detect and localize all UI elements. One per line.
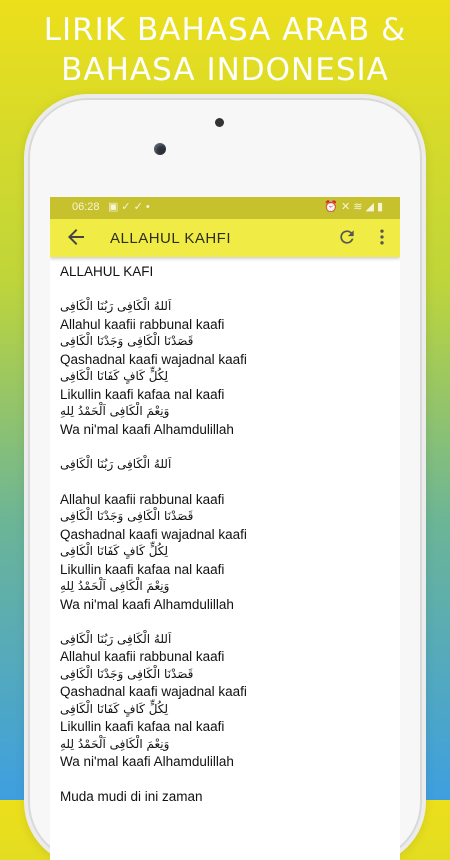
signal-icon: ◢ — [365, 201, 377, 213]
promo-title-line2: BAHASA INDONESIA — [61, 52, 389, 88]
arabic-lyric-line: اَللهُ الْكَافِى رَبُنَا الْكَافِى — [60, 456, 172, 471]
blank-line — [60, 473, 395, 491]
latin-lyric-line: Muda mudi di ini zaman — [60, 789, 203, 804]
dots-icon: • — [145, 201, 153, 213]
latin-lyric-line: Qashadnal kaafi wajadnal kaafi — [60, 526, 247, 542]
latin-lyric-line: Wa ni'mal kaafi Alhamdulillah — [60, 421, 234, 437]
phone-speaker — [215, 118, 224, 127]
latin-lyric-line: Qashadnal kaafi wajadnal kaafi — [60, 684, 247, 699]
status-bar — [50, 197, 400, 219]
arrow-left-icon[interactable] — [64, 225, 88, 249]
latin-lyric-line: Likullin kaafi kafaa nal kaafi — [60, 386, 225, 402]
status-system-icons — [324, 200, 386, 213]
arabic-lyric-line: قَصَدْنَا الْكَافِى وَجَدْنَا الْكَافِى — [60, 509, 194, 523]
arabic-lyric-line: قَصَدْنَا الْكَافِى وَجَدْنَا الْكَافِى — [60, 334, 194, 348]
check-icon: ✓ — [133, 201, 146, 213]
arabic-lyric-line: لِكُلٍّ كَافٍ كَفَانَا الْكَافِى — [60, 544, 169, 558]
arabic-lyric-line: لِكُلٍّ كَافٍ كَفَانَا الْكَافِى — [60, 369, 169, 383]
promo-title-line1: LIRIK BAHASA ARAB & — [43, 12, 407, 48]
wifi-icon: ≋ — [353, 201, 366, 213]
latin-lyric-line: Likullin kaafi kafaa nal kaafi — [60, 719, 225, 734]
refresh-icon[interactable] — [337, 227, 357, 247]
app-screen — [50, 197, 400, 860]
phone-frame — [30, 100, 420, 860]
latin-lyric-line: Wa ni'mal kaafi Alhamdulillah — [60, 596, 234, 612]
latin-lyric-line: Qashadnal kaafi wajadnal kaafi — [60, 351, 247, 367]
latin-lyric-line: Allahul kaafii rabbunal kaafi — [60, 316, 225, 332]
nav-bar — [30, 783, 450, 803]
latin-lyric-line: Allahul kaafii rabbunal kaafi — [60, 649, 225, 664]
check-icon: ✓ — [121, 201, 134, 213]
battery-icon: ▮ — [376, 201, 386, 213]
alarm-icon: ⏰ — [324, 201, 342, 213]
arabic-lyric-line: لِكُلٍّ كَافٍ كَفَانَا الْكَافِى — [60, 701, 169, 716]
arabic-lyric-line: وَنِعْمَ الْكَافِى اَلْحَمْدُ لِلهِ — [60, 736, 170, 751]
arabic-lyric-line: اَللهُ الْكَافِى رَبُنَا الْكَافِى — [60, 631, 172, 646]
app-toolbar — [50, 219, 400, 257]
arabic-lyric-line: وَنِعْمَ الْكَافِى اَلْحَمْدُ لِلهِ — [60, 404, 170, 418]
status-time: 06:28 — [72, 201, 100, 213]
arabic-lyric-line: اَللهُ الْكَافِى رَبُنَا الْكَافِى — [60, 299, 172, 313]
blank-line — [60, 281, 395, 299]
lyrics-lines — [60, 281, 395, 806]
more-vert-icon[interactable] — [372, 227, 392, 247]
lyrics-heading: ALLAHUL KAFI — [60, 264, 154, 279]
mute-icon: ✕ — [341, 201, 354, 213]
lyrics-content — [60, 263, 395, 806]
front-camera — [154, 143, 166, 155]
latin-lyric-line: Allahul kaafii rabbunal kaafi — [60, 491, 225, 507]
blank-line — [60, 613, 395, 631]
image-icon: ▣ — [108, 201, 122, 213]
status-notification-icons — [108, 200, 153, 213]
latin-lyric-line: Wa ni'mal kaafi Alhamdulillah — [60, 754, 234, 769]
page-title: ALLAHUL KAHFI — [110, 230, 231, 247]
arabic-lyric-line: قَصَدْنَا الْكَافِى وَجَدْنَا الْكَافِى — [60, 666, 194, 681]
blank-line — [60, 438, 395, 456]
arabic-lyric-line: وَنِعْمَ الْكَافِى اَلْحَمْدُ لِلهِ — [60, 579, 170, 593]
latin-lyric-line: Likullin kaafi kafaa nal kaafi — [60, 561, 225, 577]
